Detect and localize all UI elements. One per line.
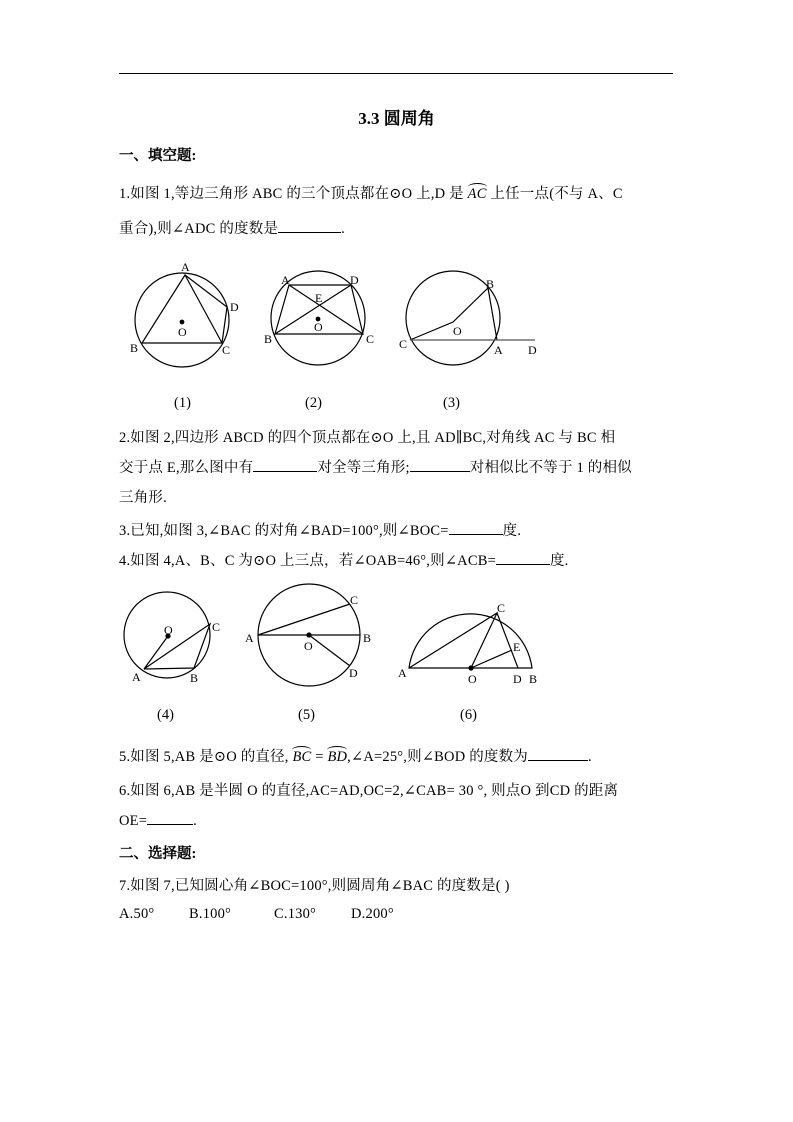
fig5-radius-od: [309, 635, 350, 666]
fig3-label-d: D: [528, 343, 537, 357]
fig3-label-o: O: [453, 324, 462, 338]
q5-arc-bc: BC: [292, 749, 312, 765]
q4-text-a: 4.如图 4,A、B、C 为⊙O 上三点，若∠OAB=46°,则∠ACB=: [119, 553, 496, 569]
fig2-caption: (2): [305, 395, 322, 411]
fig1-center-dot: [180, 320, 184, 324]
q1-text-d: .: [341, 221, 345, 237]
q5-text-c: .: [588, 749, 592, 765]
q5-arc-bd: BD: [327, 749, 348, 765]
fig4-caption: (4): [157, 707, 174, 723]
q6-text-a: OE=: [119, 813, 148, 829]
fig5-label-b: B: [363, 631, 372, 645]
question-3: [119, 519, 521, 540]
question-2-line-3: 三角形.: [119, 490, 167, 506]
fig2-label-c: C: [366, 332, 375, 346]
q4-answer-blank[interactable]: [496, 550, 550, 565]
question-4: [119, 549, 569, 570]
q2-answer-blank-1[interactable]: [253, 457, 317, 472]
fig2-label-e: E: [315, 291, 323, 305]
fig2-label-a: A: [281, 273, 290, 287]
q2-answer-blank-2[interactable]: [410, 457, 470, 472]
q7-option-b[interactable]: B.100°: [189, 906, 232, 922]
q6-text-b: .: [193, 813, 197, 829]
q2-text-c: 对相似比不等于 1 的相似: [469, 460, 632, 476]
fig6-label-e: E: [513, 640, 521, 654]
section-choice-heading: 二、选择题:: [119, 846, 197, 862]
q1-arc-ac: AC: [467, 186, 487, 202]
fig5-label-a: A: [245, 631, 254, 645]
question-2-line-1: 2.如图 2,四边形 ABCD 的四个顶点都在⊙O 上,且 AD∥BC,对角线 AC 与 BC 相: [119, 430, 616, 446]
fig5-caption: (5): [298, 707, 315, 723]
fig6-segment-oe: [471, 650, 512, 668]
fig4-label-b: B: [190, 671, 199, 685]
fig6-caption: (6): [460, 707, 477, 723]
question-6-line-1: 6.如图 6,AB 是半圆 O 的直径,AC=AD,OC=2,∠CAB= 30 °, 则点O 到CD 的距离: [119, 783, 619, 799]
q4-text-b: 度.: [549, 553, 569, 569]
q7-option-d[interactable]: D.200°: [351, 906, 394, 922]
fig5-label-o: O: [304, 639, 313, 653]
fig1-label-a: A: [181, 260, 190, 274]
fig5-label-d: D: [349, 666, 358, 680]
fig2-label-b: B: [264, 332, 273, 346]
fig4-label-o: O: [164, 623, 173, 637]
fig3-label-a: A: [494, 343, 503, 357]
q5-text-a: 5.如图 5,AB 是⊙O 的直径,: [119, 749, 289, 765]
q5-equals: =: [315, 749, 324, 765]
question-6-line-2: [119, 810, 197, 830]
q5-answer-blank[interactable]: [528, 746, 588, 761]
q3-answer-blank[interactable]: [449, 520, 503, 535]
figure-1: [135, 273, 229, 367]
fig6-label-b: B: [529, 672, 538, 686]
fig2-label-d: D: [350, 273, 359, 287]
figure-5: [258, 584, 360, 686]
fig4-label-a: A: [132, 670, 141, 684]
page-title: 3.3 圆周角: [358, 109, 435, 128]
fig3-label-b: B: [486, 277, 495, 291]
q1-text-a: 1.如图 1,等边三角形 ABC 的三个顶点都在⊙O 上,D 是: [119, 186, 464, 202]
fig5-chord-ac: [258, 604, 350, 635]
fig1-label-o: O: [178, 325, 187, 339]
figure-3: [406, 271, 535, 365]
q7-option-c[interactable]: C.130°: [274, 906, 317, 922]
fig6-label-a: A: [398, 666, 407, 680]
q7-option-a[interactable]: A.50°: [119, 906, 155, 922]
question-7-options: [119, 906, 394, 923]
fig5-label-c: C: [350, 593, 359, 607]
fig1-segments-ad-dc: [185, 275, 227, 343]
fig2-diagonal-ac: [289, 285, 363, 334]
question-2-line-2: [119, 456, 632, 477]
q1-text-b: 上任一点(不与 A、C: [490, 186, 623, 202]
fig2-label-o: O: [314, 320, 323, 334]
fig3-label-c: C: [399, 337, 408, 351]
fig6-center-dot: [469, 666, 473, 670]
fig6-label-d: D: [513, 672, 522, 686]
question-5: [119, 745, 592, 766]
fig6-segments-ac-co: [409, 613, 497, 668]
fig1-label-b: B: [130, 341, 139, 355]
q2-text-a: 交于点 E,那么图中有: [119, 460, 254, 476]
fig6-label-c: C: [497, 601, 506, 615]
fig4-label-c: C: [212, 620, 221, 634]
fig6-label-o: O: [468, 672, 477, 686]
q2-text-b: 对全等三角形;: [317, 460, 410, 476]
fig1-label-c: C: [222, 343, 231, 357]
q3-text-a: 3.已知,如图 3,∠BAC 的对角∠BAD=100°,则∠BOC=: [119, 523, 449, 539]
fig1-caption: (1): [174, 395, 191, 411]
fig1-label-d: D: [230, 300, 239, 314]
q5-text-b: ,∠A=25°,则∠BOD 的度数为: [347, 749, 529, 765]
q3-text-b: 度.: [502, 523, 522, 539]
fig5-center-dot: [307, 633, 311, 637]
question-7: 7.如图 7,已知圆心角∠BOC=100°,则圆周角∠BAC 的度数是( ): [119, 878, 510, 894]
q1-text-c: 重合),则∠ADC 的度数是: [119, 221, 279, 237]
q6-answer-blank[interactable]: [147, 810, 193, 825]
section-fill-in-heading: 一、填空题:: [119, 148, 197, 164]
fig3-caption: (3): [443, 395, 460, 411]
